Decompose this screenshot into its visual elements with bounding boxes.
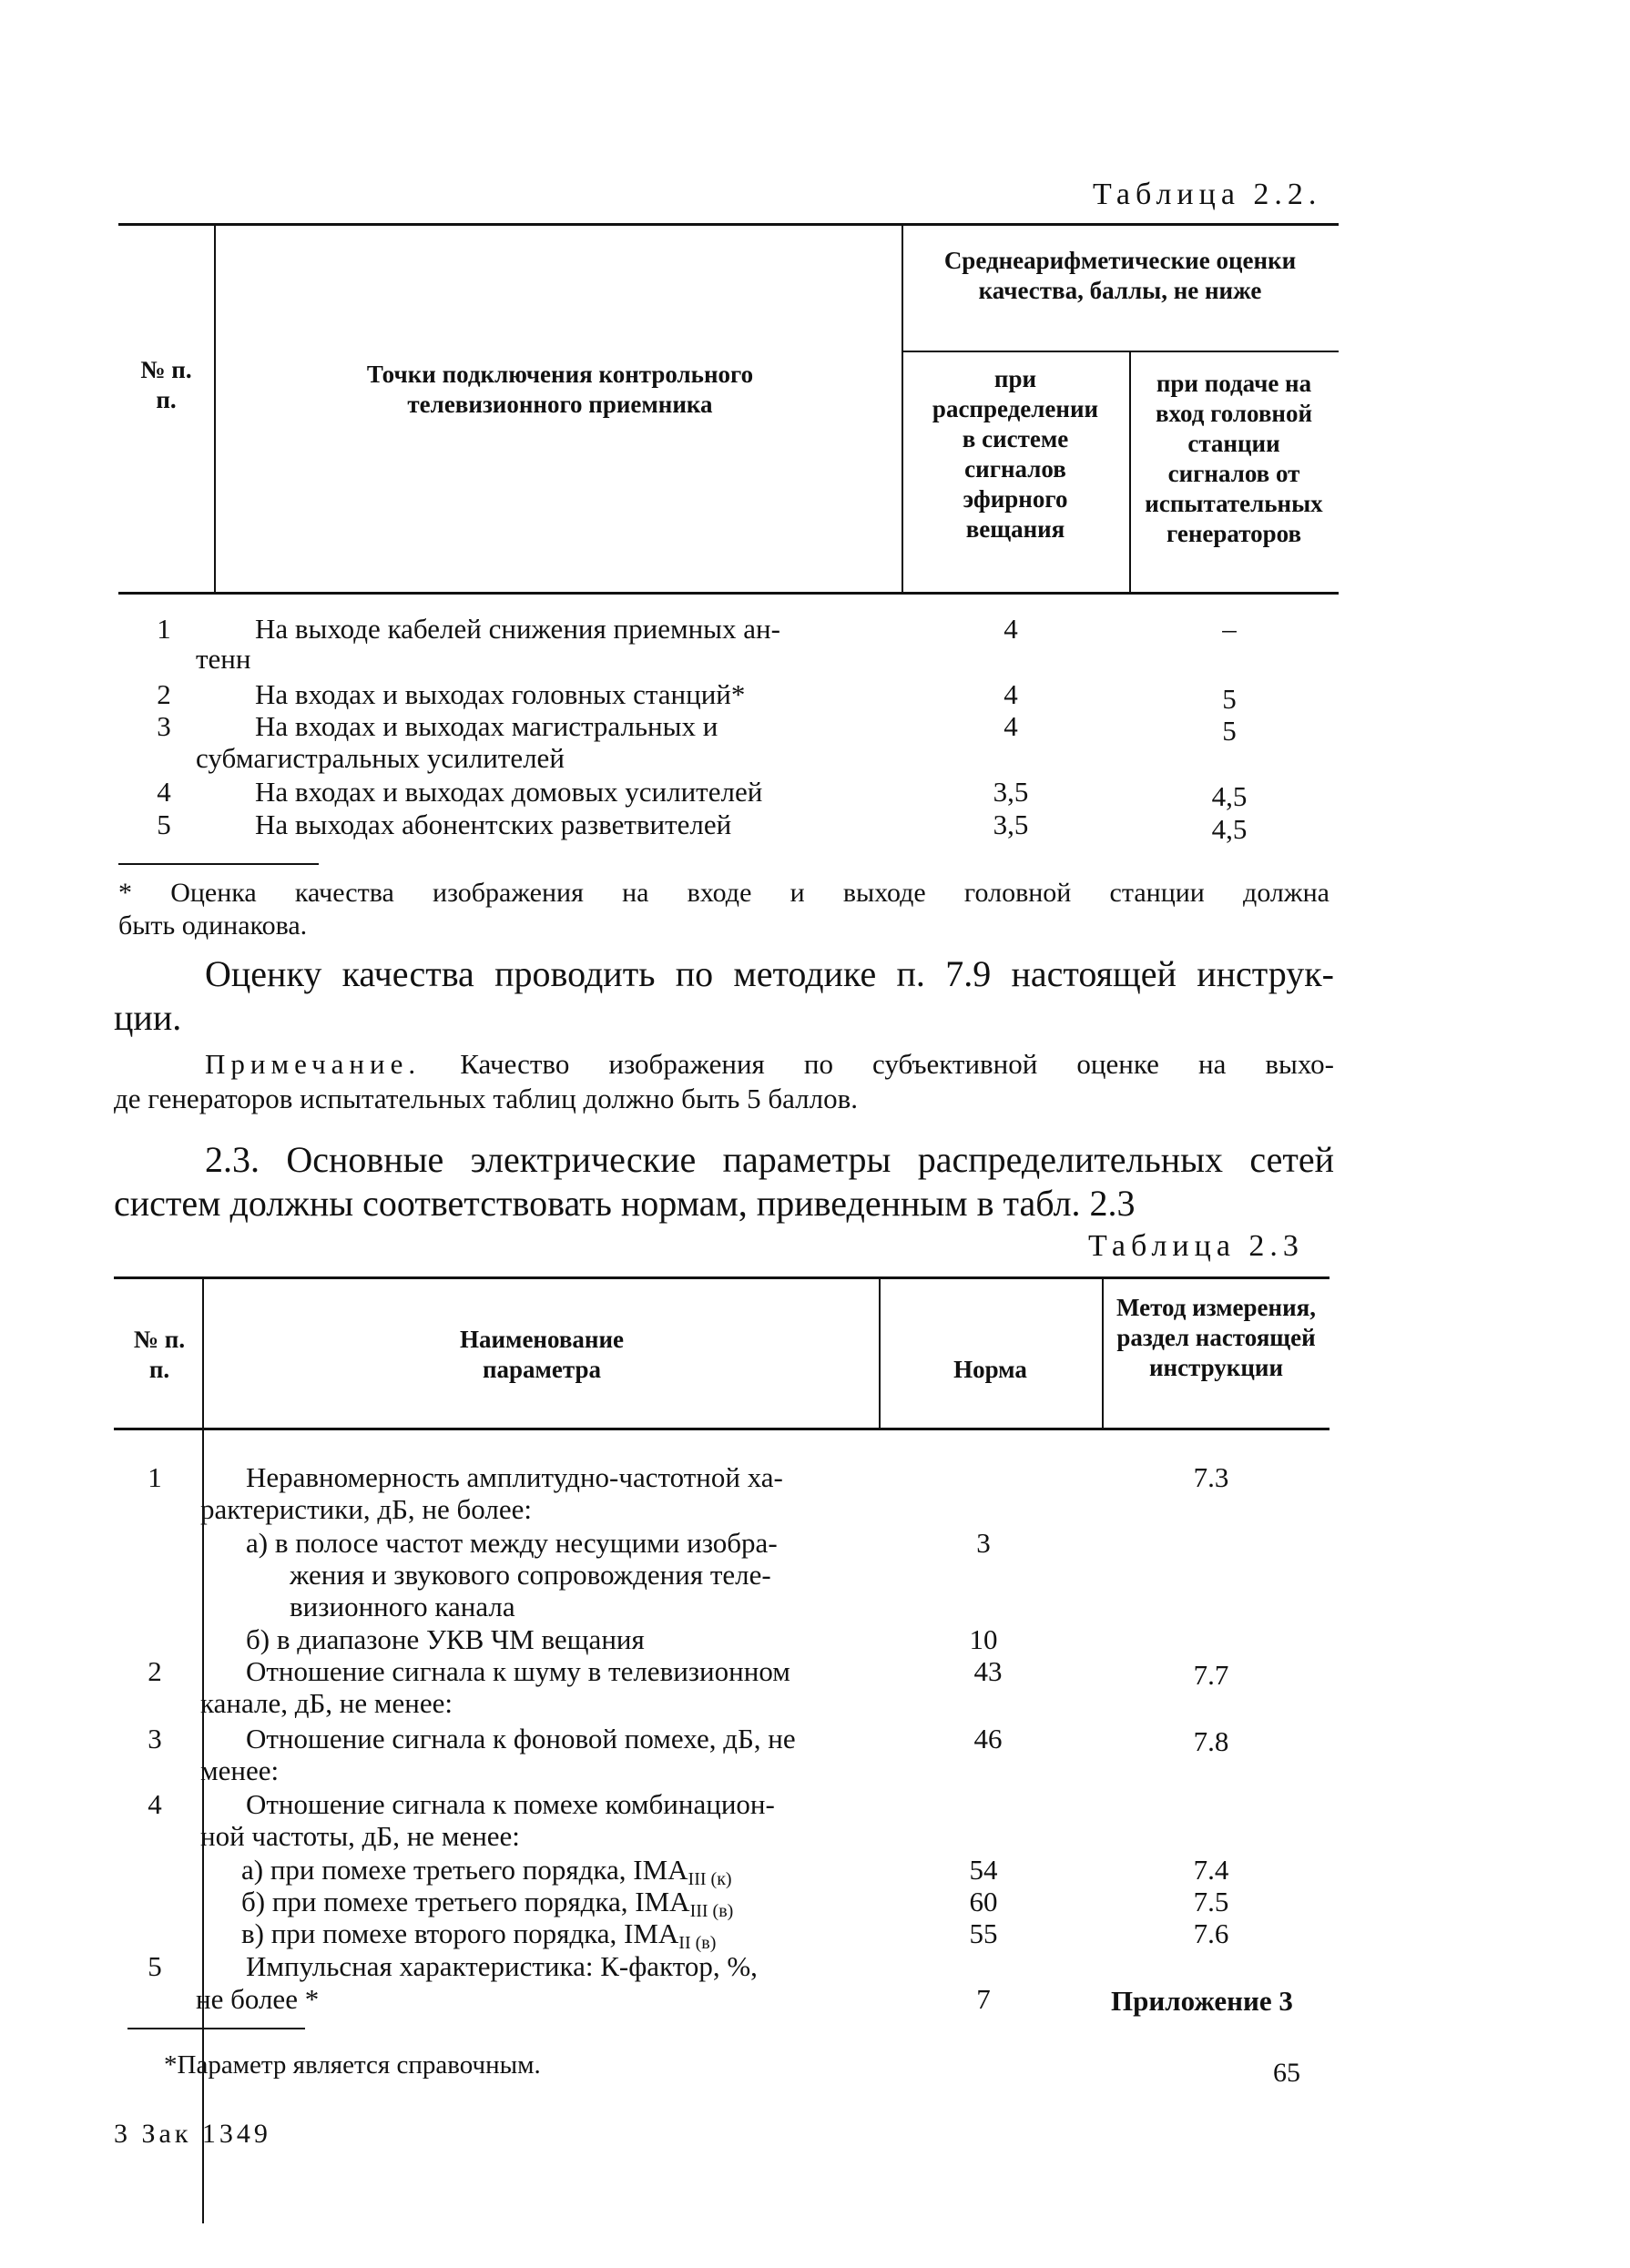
table-row-value-generator: 4,5 [1211,780,1248,812]
table-row-value-broadcast: 4 [1003,613,1018,645]
table-2-2-header-rule [118,592,1339,595]
table-row-value-generator: 5 [1222,683,1237,715]
footnote-rule [118,863,319,865]
table-row-method: 7.6 [1193,1917,1229,1949]
table-2-3-header-norm: Норма [953,1356,1027,1383]
table-row-text-main: в) при помехе второго порядка, IMA [241,1917,679,1949]
table-row-text: визионного канала [290,1591,515,1622]
table-row-num: 2 [157,678,171,710]
table-row-num: 2 [148,1655,162,1687]
table-row-num: 1 [148,1461,162,1493]
table-row-norm: 54 [969,1854,998,1886]
paragraph-quality: ции. [114,997,182,1038]
table-row-text: Импульсная характеристика: К-фактор, %, [246,1950,758,1982]
table-2-3-vline [1102,1276,1104,1428]
table-row-value-generator: 5 [1222,715,1237,747]
table-row-norm: 55 [969,1917,998,1949]
table-row-norm: 46 [973,1723,1003,1754]
subscript: III (в) [689,1901,734,1921]
table-row-num: 5 [157,809,171,840]
table-row-text: а) в полосе частот между несущими изобра- [246,1527,778,1559]
table-row-norm: 7 [976,1983,991,2015]
table-row-num: 4 [157,776,171,808]
table-2-3-header-rule [114,1428,1329,1430]
paragraph-2-3: 2.3. Основные электрические параметры распределительных сетей [205,1139,1334,1180]
table-row-text: канале, дБ, не менее: [200,1687,453,1719]
table-row-text: ной частоты, дБ, не менее: [200,1820,520,1852]
table-2-2-header-points: Точки подключения контрольного телевизионного приемника [366,361,754,418]
table-2-2-top-rule [118,223,1339,226]
table-row-text: менее: [200,1754,280,1786]
table-2-2-header-broadcast: при распределении в системе сигналов эфирного вещания [932,365,1099,543]
table-row-value-broadcast: 3,5 [993,776,1029,808]
table-row-text: рактеристики, дБ, не более: [200,1493,532,1525]
table-row-text: На входах и выходах домовых усилителей [255,776,763,808]
subscript: II (в) [678,1933,717,1953]
table-row-text: Отношение сигнала к фоновой помехе, дБ, не [246,1723,796,1754]
table-2-2-header-num: № п. п. [140,356,192,413]
table-row-norm: 60 [969,1886,998,1917]
table-row-value-generator: 4,5 [1211,813,1248,845]
table-2-2-vline [1129,351,1131,592]
table-row-text: На выходах абонентских разветвителей [255,809,732,840]
print-order-mark: 3 Зак 1349 [114,2119,271,2149]
table-row-method: 7.8 [1193,1725,1229,1757]
table-row-text: жения и звукового сопровождения теле- [290,1559,771,1591]
table-row-num: 3 [148,1723,162,1754]
table-row-value-generator: – [1222,613,1237,645]
table-2-3-header-method: Метод измерения, раздел настоящей инструкции [1116,1294,1317,1381]
table-row-num: 1 [157,613,171,645]
table-row-value-broadcast: 3,5 [993,809,1029,840]
table-row-text-main: б) при помехе третьего порядка, IMA [241,1886,690,1917]
note-paragraph [205,1047,1334,1081]
table-row-norm: 3 [976,1527,991,1559]
note-label: Примечание. [205,1048,422,1080]
table-2-3-vline [879,1276,881,1428]
page-number: 65 [1273,2058,1300,2088]
note-paragraph: де генераторов испытательных таблиц должно быть 5 баллов. [114,1083,859,1114]
table-2-2-header-generator: при подаче на вход головной станции сигналов от испытательных генераторов [1145,370,1323,547]
table-2-2-footnote: быть одинакова. [118,910,308,941]
table-row-text: не более * [196,1983,320,2015]
table-row-text-main: а) при помехе третьего порядка, IMA [241,1854,688,1886]
table-2-3-header-name: Наименование параметра [460,1326,624,1383]
table-row-value-broadcast: 4 [1003,710,1018,742]
table-row-method: 7.3 [1193,1461,1229,1493]
table-row-text: тенн [196,643,251,675]
table-2-2-caption: Таблица 2.2. [1093,178,1322,211]
table-row-text: Отношение сигнала к шуму в телевизионном [246,1655,790,1687]
subscript: III (к) [688,1869,732,1889]
table-row-num: 5 [148,1950,162,1982]
table-row-norm: 10 [969,1623,998,1655]
table-2-2-footnote: * Оценка качества изображения на входе и выходе головной станции должна [118,878,1329,908]
table-row-value-broadcast: 4 [1003,678,1018,710]
table-2-2-group-rule [902,351,1339,352]
table-row-num: 4 [148,1788,162,1820]
table-row-method: 7.7 [1193,1659,1229,1691]
note-text: Качество изображения по субъективной оценке на выхо- [421,1048,1334,1080]
table-2-2-vline [214,223,216,592]
footnote-rule [127,2028,305,2029]
table-row-method: 7.5 [1193,1886,1229,1917]
table-row-method: 7.4 [1193,1854,1229,1886]
table-row-num: 3 [157,710,171,742]
table-row-norm: 43 [973,1655,1003,1687]
table-2-3-top-rule [114,1276,1329,1279]
table-2-2-header-quality: Среднеарифметические оценки качества, баллы, не ниже [943,247,1297,304]
table-row-text: На входах и выходах головных станций* [255,678,746,710]
table-row-text: Отношение сигнала к помехе комбинацион- [246,1788,775,1820]
table-row-text: б) в диапазоне УКВ ЧМ вещания [246,1623,645,1655]
table-2-3-caption: Таблица 2.3 [1088,1229,1304,1263]
table-2-2-vline [902,223,903,592]
table-row-method: Приложение 3 [1111,1985,1293,2017]
table-2-3-footnote: *Параметр является справочным. [164,2050,541,2080]
paragraph-2-3: систем должны соответствовать нормам, приведенным в табл. 2.3 [114,1183,1136,1224]
table-row-text: Неравномерность амплитудно-частотной ха- [246,1461,783,1493]
paragraph-quality: Оценку качества проводить по методике п. 7.9 настоящей инструк- [205,953,1334,994]
table-row-text: На входах и выходах магистральных и [255,710,718,742]
table-row-text: На выходе кабелей снижения приемных ан- [255,613,780,645]
table-row-text: субмагистральных усилителей [196,742,565,774]
table-2-3-header-num: № п. п. [133,1326,186,1383]
